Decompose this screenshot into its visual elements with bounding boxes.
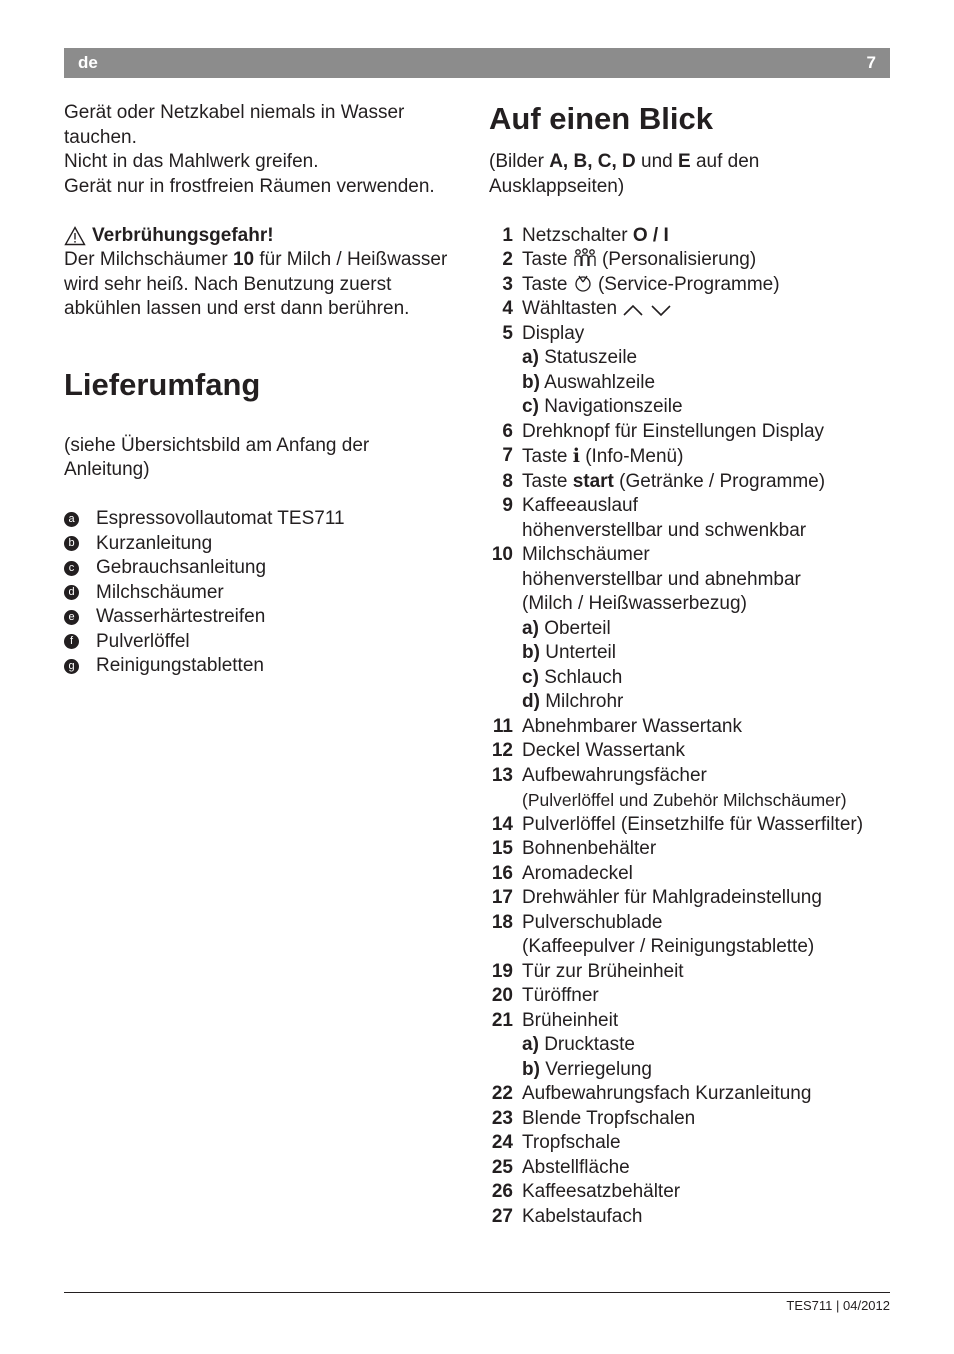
- overview-heading: Auf einen Blick: [489, 101, 713, 136]
- part-item: 21 Brüheinheit: [491, 1009, 619, 1031]
- sub-item: b) Auswahlzeile: [522, 371, 656, 393]
- letter-badge: g: [64, 659, 79, 674]
- part-item: 1 Netzschalter O / I: [502, 224, 669, 246]
- part-item: 12 Deckel Wassertank: [491, 740, 685, 761]
- part-item: 24 Tropfschale: [491, 1132, 621, 1153]
- sub-item: a) Statuszeile: [522, 347, 638, 368]
- list-item: f Pulverlöffel: [64, 630, 474, 655]
- chevron-down-icon: [650, 303, 672, 317]
- part-item: 16 Aromadeckel: [491, 862, 633, 884]
- warning-text-line: abkühlen lassen und erst dann berühren.: [64, 298, 410, 319]
- part-item-continuation: (Pulverlöffel und Zubehör Milchschäumer): [522, 790, 847, 810]
- part-item: 17 Drehwähler für Mahlgradeinstellung: [491, 887, 822, 908]
- chevron-up-icon: [622, 303, 644, 317]
- warning-heading: [64, 224, 474, 249]
- part-item-continuation: (Milch / Heißwasserbezug): [522, 593, 747, 614]
- part-item: 4 Wähltasten: [489, 297, 899, 322]
- part-item: 25 Abstellfläche: [491, 1156, 630, 1178]
- list-item: c Gebrauchsanleitung: [64, 556, 474, 581]
- part-item: 13 Aufbewahrungsfächer: [491, 764, 707, 786]
- part-item-continuation: höhenverstellbar und schwenkbar: [522, 519, 807, 541]
- letter-badge: f: [64, 634, 79, 649]
- warning-text-line: Der Milchschäumer 10 für Milch / Heißwasser: [64, 249, 448, 270]
- letter-badge: b: [64, 536, 79, 551]
- page-number: 7: [866, 53, 876, 72]
- part-item: 23 Blende Tropfschalen: [491, 1107, 696, 1129]
- scope-heading: Lieferumfang: [64, 366, 261, 402]
- part-item: 14 Pulverlöffel (Einsetzhilfe für Wasserfilter): [491, 813, 864, 835]
- scope-list: [64, 507, 474, 679]
- part-item: 5 Display: [502, 322, 585, 344]
- part-item-continuation: (Kaffeepulver / Reinigungstablette): [522, 936, 815, 957]
- page-header-bar: [64, 48, 890, 78]
- personalisation-icon: [573, 248, 597, 268]
- intro-line: Nicht in das Mahlwerk greifen.: [64, 151, 319, 172]
- sub-item: b) Unterteil: [522, 642, 616, 663]
- part-item: 2 Taste (Personalisierung): [502, 249, 757, 270]
- list-item: d Milchschäumer: [64, 581, 474, 606]
- intro-line: Gerät oder Netzkabel niemals in Wasser: [64, 102, 405, 123]
- letter-badge: a: [64, 512, 79, 527]
- sub-item: a) Drucktaste: [522, 1034, 635, 1055]
- left-column: [64, 101, 474, 679]
- part-item: 6 Drehknopf für Einstellungen Display: [502, 420, 825, 442]
- part-item: 19 Tür zur Brüheinheit: [491, 960, 684, 982]
- footer-text: TES711 | 04/2012: [786, 1298, 890, 1313]
- part-item: 3 Taste (Service-Programme): [502, 273, 780, 295]
- list-item: g Reinigungstabletten: [64, 654, 474, 679]
- sub-item: b) Verriegelung: [522, 1058, 652, 1080]
- service-programs-icon: [573, 273, 593, 293]
- part-reference: 10: [232, 249, 255, 270]
- part-item: 7 Taste i (Info-Menü): [502, 445, 684, 467]
- warning-triangle-icon: [64, 226, 86, 246]
- scope-note: (siehe Übersichtsbild am Anfang der: [64, 434, 370, 456]
- part-item: 20 Türöffner: [491, 985, 599, 1006]
- letter-badge: d: [64, 585, 79, 600]
- footer-divider: [64, 1292, 890, 1293]
- part-item: 18 Pulverschublade: [491, 911, 663, 933]
- parts-list: [489, 224, 899, 1230]
- language-code: de: [78, 53, 98, 72]
- warning-title: Verbrühungsgefahr!: [92, 224, 274, 246]
- overview-note: (Bilder A, B, C, D und E auf den: [489, 151, 760, 172]
- sub-item: a) Oberteil: [522, 617, 611, 639]
- part-item: 9 Kaffeeauslauf: [502, 495, 638, 516]
- scope-note: Anleitung): [64, 459, 150, 480]
- part-item: 26 Kaffeesatzbehälter: [491, 1181, 681, 1202]
- sub-item: d) Milchrohr: [522, 691, 624, 712]
- list-item: a Espressovollautomat TES711: [64, 507, 474, 532]
- letter-badge: e: [64, 610, 79, 625]
- info-icon: i: [572, 445, 580, 467]
- list-item: b Kurzanleitung: [64, 532, 474, 557]
- warning-text-line: wird sehr heiß. Nach Benutzung zuerst: [64, 273, 392, 295]
- sub-item: c) Navigationszeile: [522, 396, 683, 417]
- part-item: 22 Aufbewahrungsfach Kurzanleitung: [491, 1083, 812, 1104]
- letter-badge: c: [64, 561, 79, 576]
- part-item: 11 Abnehmbarer Wassertank: [492, 715, 743, 737]
- sub-item: c) Schlauch: [522, 666, 623, 688]
- part-item: 10 Milchschäumer: [491, 544, 650, 565]
- part-item: 8 Taste start (Getränke / Programme): [502, 470, 826, 492]
- list-item: e Wasserhärtestreifen: [64, 605, 474, 630]
- overview-note: Ausklappseiten): [489, 175, 625, 197]
- intro-line: tauchen.: [64, 126, 137, 148]
- part-item: 27 Kabelstaufach: [491, 1205, 643, 1227]
- part-item-continuation: höhenverstellbar und abnehmbar: [522, 568, 801, 590]
- part-item: 15 Bohnenbehälter: [491, 838, 657, 859]
- intro-line: Gerät nur in frostfreien Räumen verwenden.: [64, 175, 435, 197]
- right-column: [489, 101, 899, 1229]
